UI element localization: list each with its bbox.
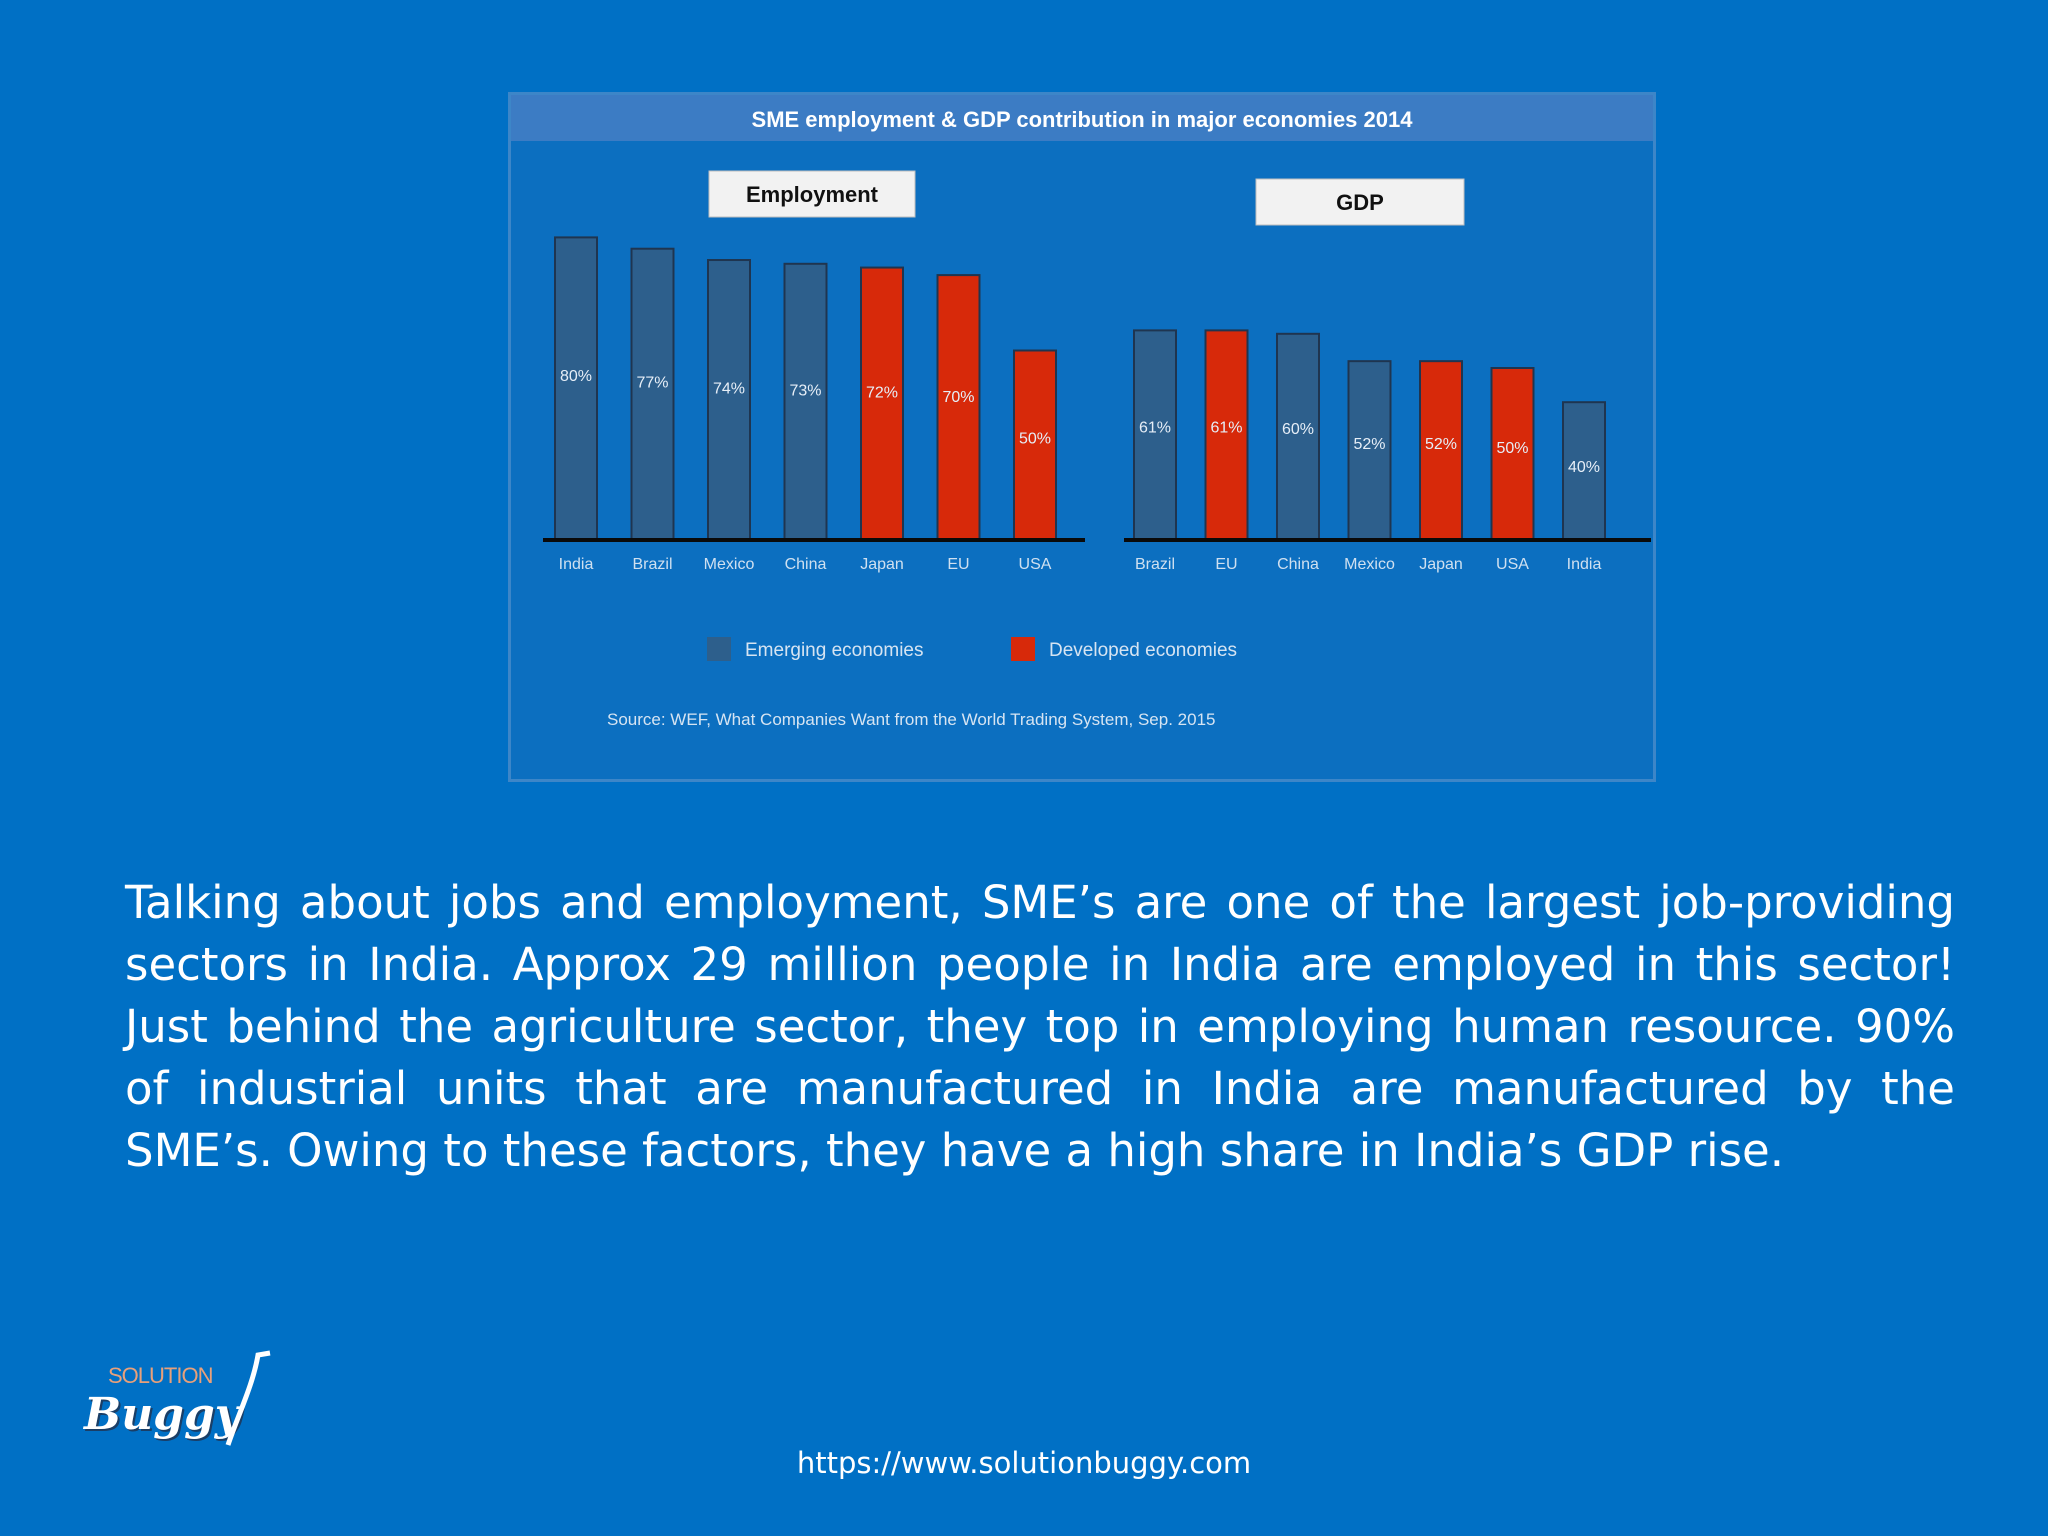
value-label-0-6: 50% <box>1018 430 1052 448</box>
value-label-0-4: 72% <box>865 384 899 402</box>
value-label-1-2: 60% <box>1281 421 1315 439</box>
category-label-0-3: China <box>784 556 827 573</box>
value-label-0-5: 70% <box>942 388 975 406</box>
category-label-0-6: USA <box>1018 556 1052 573</box>
category-label-1-5: USA <box>1496 556 1529 573</box>
value-label-0-0: 80% <box>559 368 593 386</box>
panel-label-1: GDP <box>1336 190 1384 215</box>
chart-source: Source: WEF, What Companies Want from the World Trading System, Sep. 2015 <box>607 710 1216 729</box>
solutionbuggy-logo <box>78 1345 278 1455</box>
category-label-1-6: India <box>1566 556 1602 573</box>
category-label-1-1: EU <box>1215 556 1238 573</box>
value-label-1-3: 52% <box>1353 436 1386 454</box>
category-label-0-1: Brazil <box>632 556 673 573</box>
bar-0-japan <box>861 268 903 539</box>
chart-panel <box>508 92 1656 782</box>
footer-url[interactable]: https://www.solutionbuggy.com <box>796 1446 1252 1480</box>
legend-label-0: Emerging economies <box>745 640 924 661</box>
bar-0-eu <box>938 275 980 539</box>
category-label-1-4: Japan <box>1419 556 1463 573</box>
value-label-1-0: 61% <box>1138 419 1172 437</box>
bar-0-china <box>785 264 827 539</box>
bar-0-mexico <box>708 260 750 539</box>
legend-label-1: Developed economies <box>1049 640 1238 661</box>
chart-title: SME employment & GDP contribution in major economies 2014 <box>751 107 1413 132</box>
value-label-1-4: 52% <box>1424 436 1458 454</box>
category-label-1-2: China <box>1277 556 1319 573</box>
value-label-0-3: 73% <box>789 382 822 400</box>
logo-swoosh-icon <box>78 1345 278 1455</box>
value-label-1-6: 40% <box>1567 458 1601 476</box>
value-label-1-1: 61% <box>1210 419 1243 437</box>
value-label-0-1: 77% <box>636 374 669 392</box>
category-label-0-2: Mexico <box>703 556 755 573</box>
bar-0-brazil <box>632 249 674 539</box>
category-label-0-5: EU <box>947 556 970 573</box>
legend-swatch-1 <box>1011 637 1035 661</box>
value-label-0-2: 74% <box>712 380 746 398</box>
legend-swatch-0 <box>707 637 731 661</box>
logo-buggy-text: Buggy <box>84 1389 241 1440</box>
category-label-1-3: Mexico <box>1344 556 1395 573</box>
body-paragraph: Talking about jobs and employment, SME’s are one of the largest job-providing sectors in India. Approx 29 million people in India are employed in this sector! Just behind the agriculture sector, they top in employing human resource. 90% of industrial units that are manufactured in India are manufactured by the SME’s. Owing to these factors, they have a high share in India’s GDP rise. <box>125 876 1955 1177</box>
category-label-1-0: Brazil <box>1134 556 1176 573</box>
logo-solution-text: SOLUTION <box>108 1363 213 1388</box>
category-label-0-0: India <box>558 556 594 573</box>
chart-svg <box>511 95 1653 779</box>
category-label-0-4: Japan <box>860 556 904 573</box>
panel-label-0: Employment <box>745 182 879 207</box>
bar-0-india <box>555 237 597 539</box>
value-label-1-5: 50% <box>1496 439 1529 457</box>
